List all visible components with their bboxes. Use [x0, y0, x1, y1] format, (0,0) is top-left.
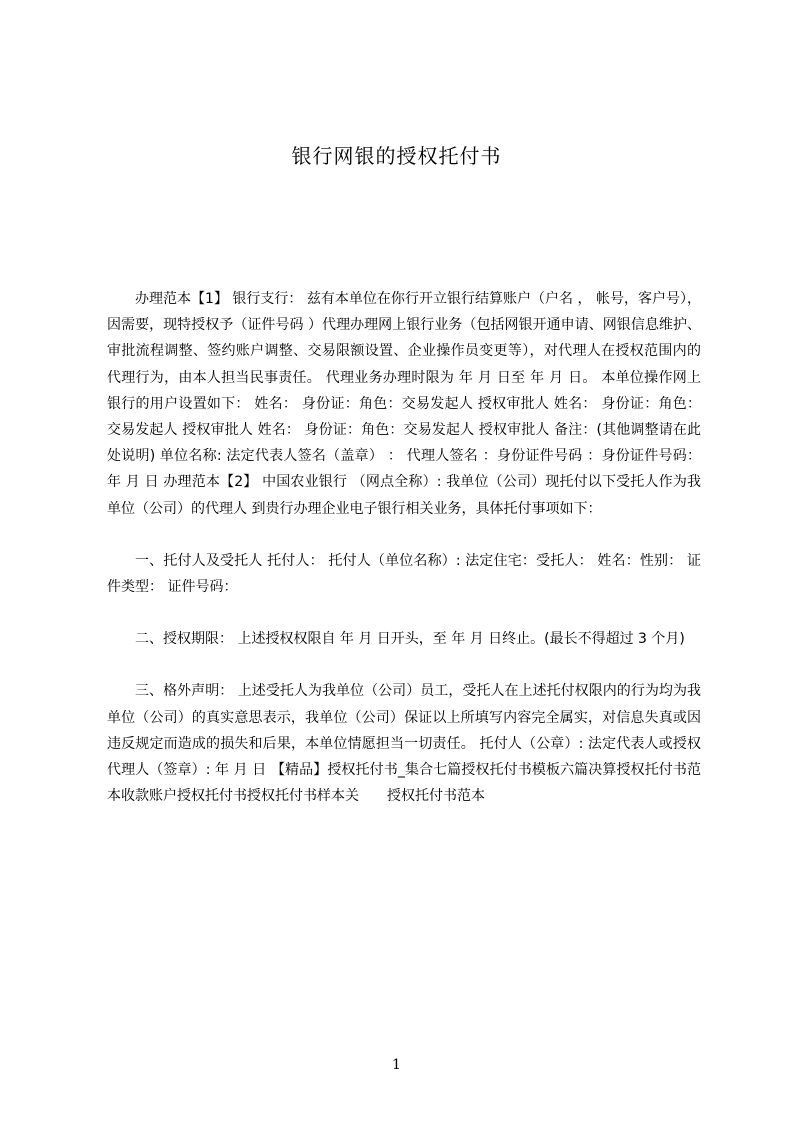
document-title: 银行网银的授权托付书 — [291, 144, 502, 168]
paragraph-parties: 一、托付人及受托人 托付人： 托付人（单位名称）: 法定住宅：受托人： 姓名：性别： 证件类型： 证件号码： — [107, 552, 701, 596]
paragraph-spacer — [107, 600, 701, 626]
paragraph-spacer — [107, 522, 701, 548]
document-body — [107, 286, 701, 809]
page-number: 1 — [392, 1057, 401, 1073]
paragraph-term: 二、授权期限： 上述授权权限自 年 月 日开头，至 年 月 日终止。(最长不得超过 3 个月) — [135, 631, 685, 648]
paragraph-declaration: 三、格外声明： 上述受托人为我单位（公司）员工，受托人在上述托付权限内的行为均为我单位（公司）的真实意思表示，我单位（公司）保证以上所填写内容完全属实，对信息失真或因违反规定而造成的损失和后果，本单位情愿担当一切责任。 托付人（公章）: 法定代表人或授权代理人（签章）: 年 月 日 【精品】授权托付书_集合七篇授权托付书模板六篇决算授权托付书范本收款账户授权托付书授权托付书样本关 授权托付书范本 — [107, 683, 701, 805]
paragraph-spacer — [107, 652, 701, 678]
paragraph-intro: 办理范本【1】 银行支行： 兹有本单位在你行开立银行结算账户（户名 ， 帐号，客户号），因需要，现特授权予（证件号码 ）代理办理网上银行业务（包括网银开通申请、网银信息维护、审批流程调整、签约账户调整、交易限额设置、企业操作员变更等），对代理人在授权范围内的代理行为，由本人担当民事责任。 代理业务办理时限为 年 月 日至 年 月 日。 本单位操作网上银行的用户设置如下： 姓名： 身份证：角色：交易发起人 授权审批人 姓名： 身份证：角色：交易发起人 授权审批人 姓名： 身份证：角色：交易发起人 授权审批人 备注：(其他调整请在此处说明) 单位名称: 法定代表人签名（盖章） ： 代理人签名 ：身份证件号码 ：身份证件号码： 年 月 日 办理范本【2】 中国农业银行 （网点全称）: 我单位（公司）现托付以下受托人作为我单位（公司）的代理人 到贵行办理企业电子银行相关业务，具体托付事项如下： — [107, 291, 701, 517]
